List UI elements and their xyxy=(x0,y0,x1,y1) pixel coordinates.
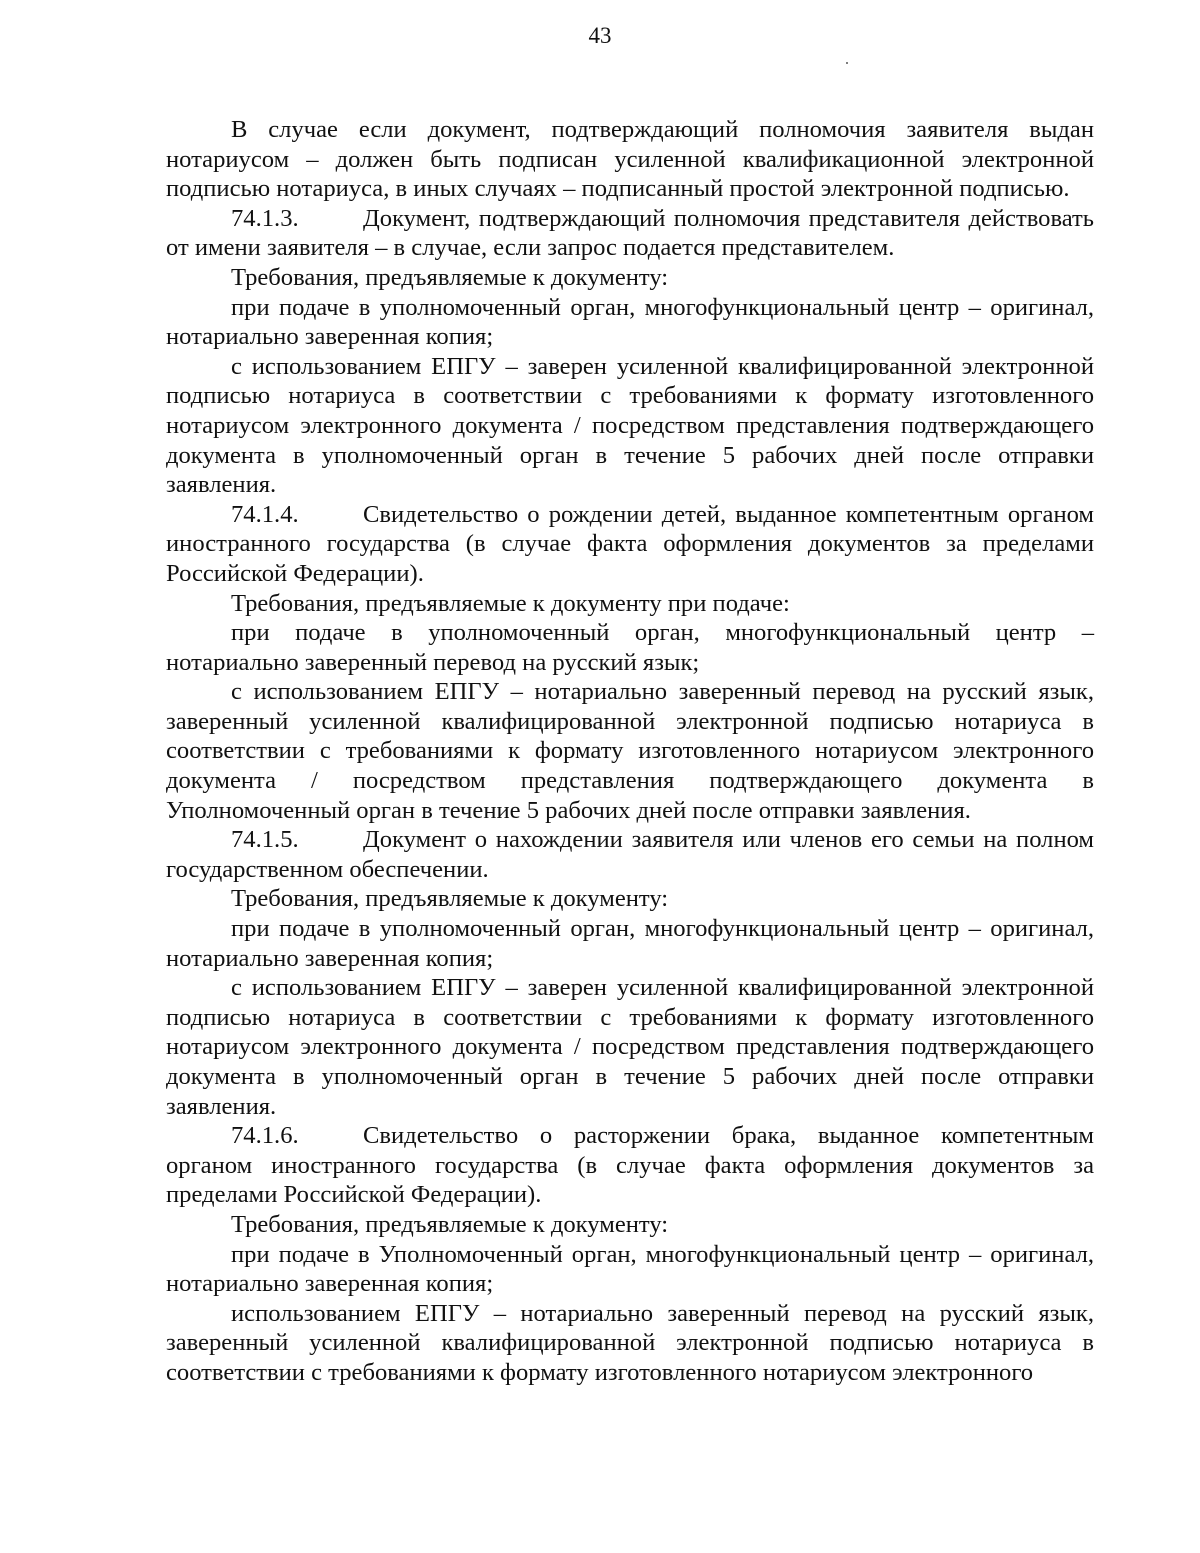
paragraph: использованием ЕПГУ – нотариально заверенный перевод на русский язык, заверенный усиленной квалифицированной электронной подписью нотариуса в соответствии с требованиями к формату изготовленного нотариусом электронного xyxy=(166,1299,1094,1386)
paragraph: при подаче в уполномоченный орган, многофункциональный центр – нотариально заверенный перевод на русский язык; xyxy=(166,619,1094,676)
paragraph: В случае если документ, подтверждающий полномочия заявителя выдан нотариусом – должен быть подписан усиленной квалификационной электронной подписью нотариуса, в иных случаях – подписанный простой электронной подписью. xyxy=(166,116,1094,203)
section-number: 74.1.6. xyxy=(231,1122,299,1150)
paragraph: Требования, предъявляемые к документу: xyxy=(231,263,669,291)
section-number: 74.1.4. xyxy=(231,500,299,528)
paragraph: Требования, предъявляемые к документу при подаче: xyxy=(231,589,790,617)
section-paragraph-74-1-4: 74.1.4. Свидетельство о рождении детей, выданное компетентным органом иностранного государства (в случае факта оформления документов за пределами Российской Федерации). xyxy=(166,500,1094,587)
paragraph: при подаче в уполномоченный орган, многофункциональный центр – оригинал, нотариально заверенная копия; xyxy=(166,293,1094,351)
document-body xyxy=(166,115,1094,1388)
paragraph: при подаче в уполномоченный орган, многофункциональный центр – оригинал, нотариально заверенная копия; xyxy=(166,915,1094,972)
section-paragraph-74-1-5: 74.1.5. Документ о нахождении заявителя или членов его семьи на полном государственном обеспечении. xyxy=(166,826,1094,883)
paragraph: Требования, предъявляемые к документу: xyxy=(231,1210,669,1238)
section-paragraph-74-1-6: 74.1.6. Свидетельство о расторжении брака, выданное компетентным органом иностранного государства (в случае факта оформления документов за пределами Российской Федерации). xyxy=(166,1122,1094,1209)
section-number: 74.1.3. xyxy=(231,204,299,232)
paragraph: Требования, предъявляемые к документу: xyxy=(231,885,669,913)
section-number: 74.1.5. xyxy=(231,826,299,854)
paragraph: с использованием ЕПГУ – заверен усиленной квалифицированной электронной подписью нотариуса в соответствии с требованиями к формату изготовленного нотариусом электронного документа / посредством представления подтверждающего документа в уполномоченный орган в течение 5 рабочих дней после отправки заявления. xyxy=(166,974,1094,1120)
paragraph: с использованием ЕПГУ – нотариально заверенный перевод на русский язык, заверенный усиленной квалифицированной электронной подписью нотариуса в соответствии с требованиями к формату изготовленного нотариусом электронного документа / посредством представления подтверждающего документа в Уполномоченный орган в течение 5 рабочих дней после отправки заявления. xyxy=(166,678,1094,824)
page-number: 43 xyxy=(588,23,612,48)
section-paragraph-74-1-3: 74.1.3. Документ, подтверждающий полномочия представителя действовать от имени заявителя – в случае, если запрос подается представителем. xyxy=(166,204,1094,262)
paragraph: при подаче в Уполномоченный орган, многофункциональный центр – оригинал, нотариально заверенная копия; xyxy=(166,1240,1094,1298)
scan-speck xyxy=(846,62,848,64)
paragraph: с использованием ЕПГУ – заверен усиленной квалифицированной электронной подписью нотариуса в соответствии с требованиями к формату изготовленного нотариусом электронного документа / посредством представления подтверждающего документа в уполномоченный орган в течение 5 рабочих дней после отправки заявления. xyxy=(166,352,1094,499)
